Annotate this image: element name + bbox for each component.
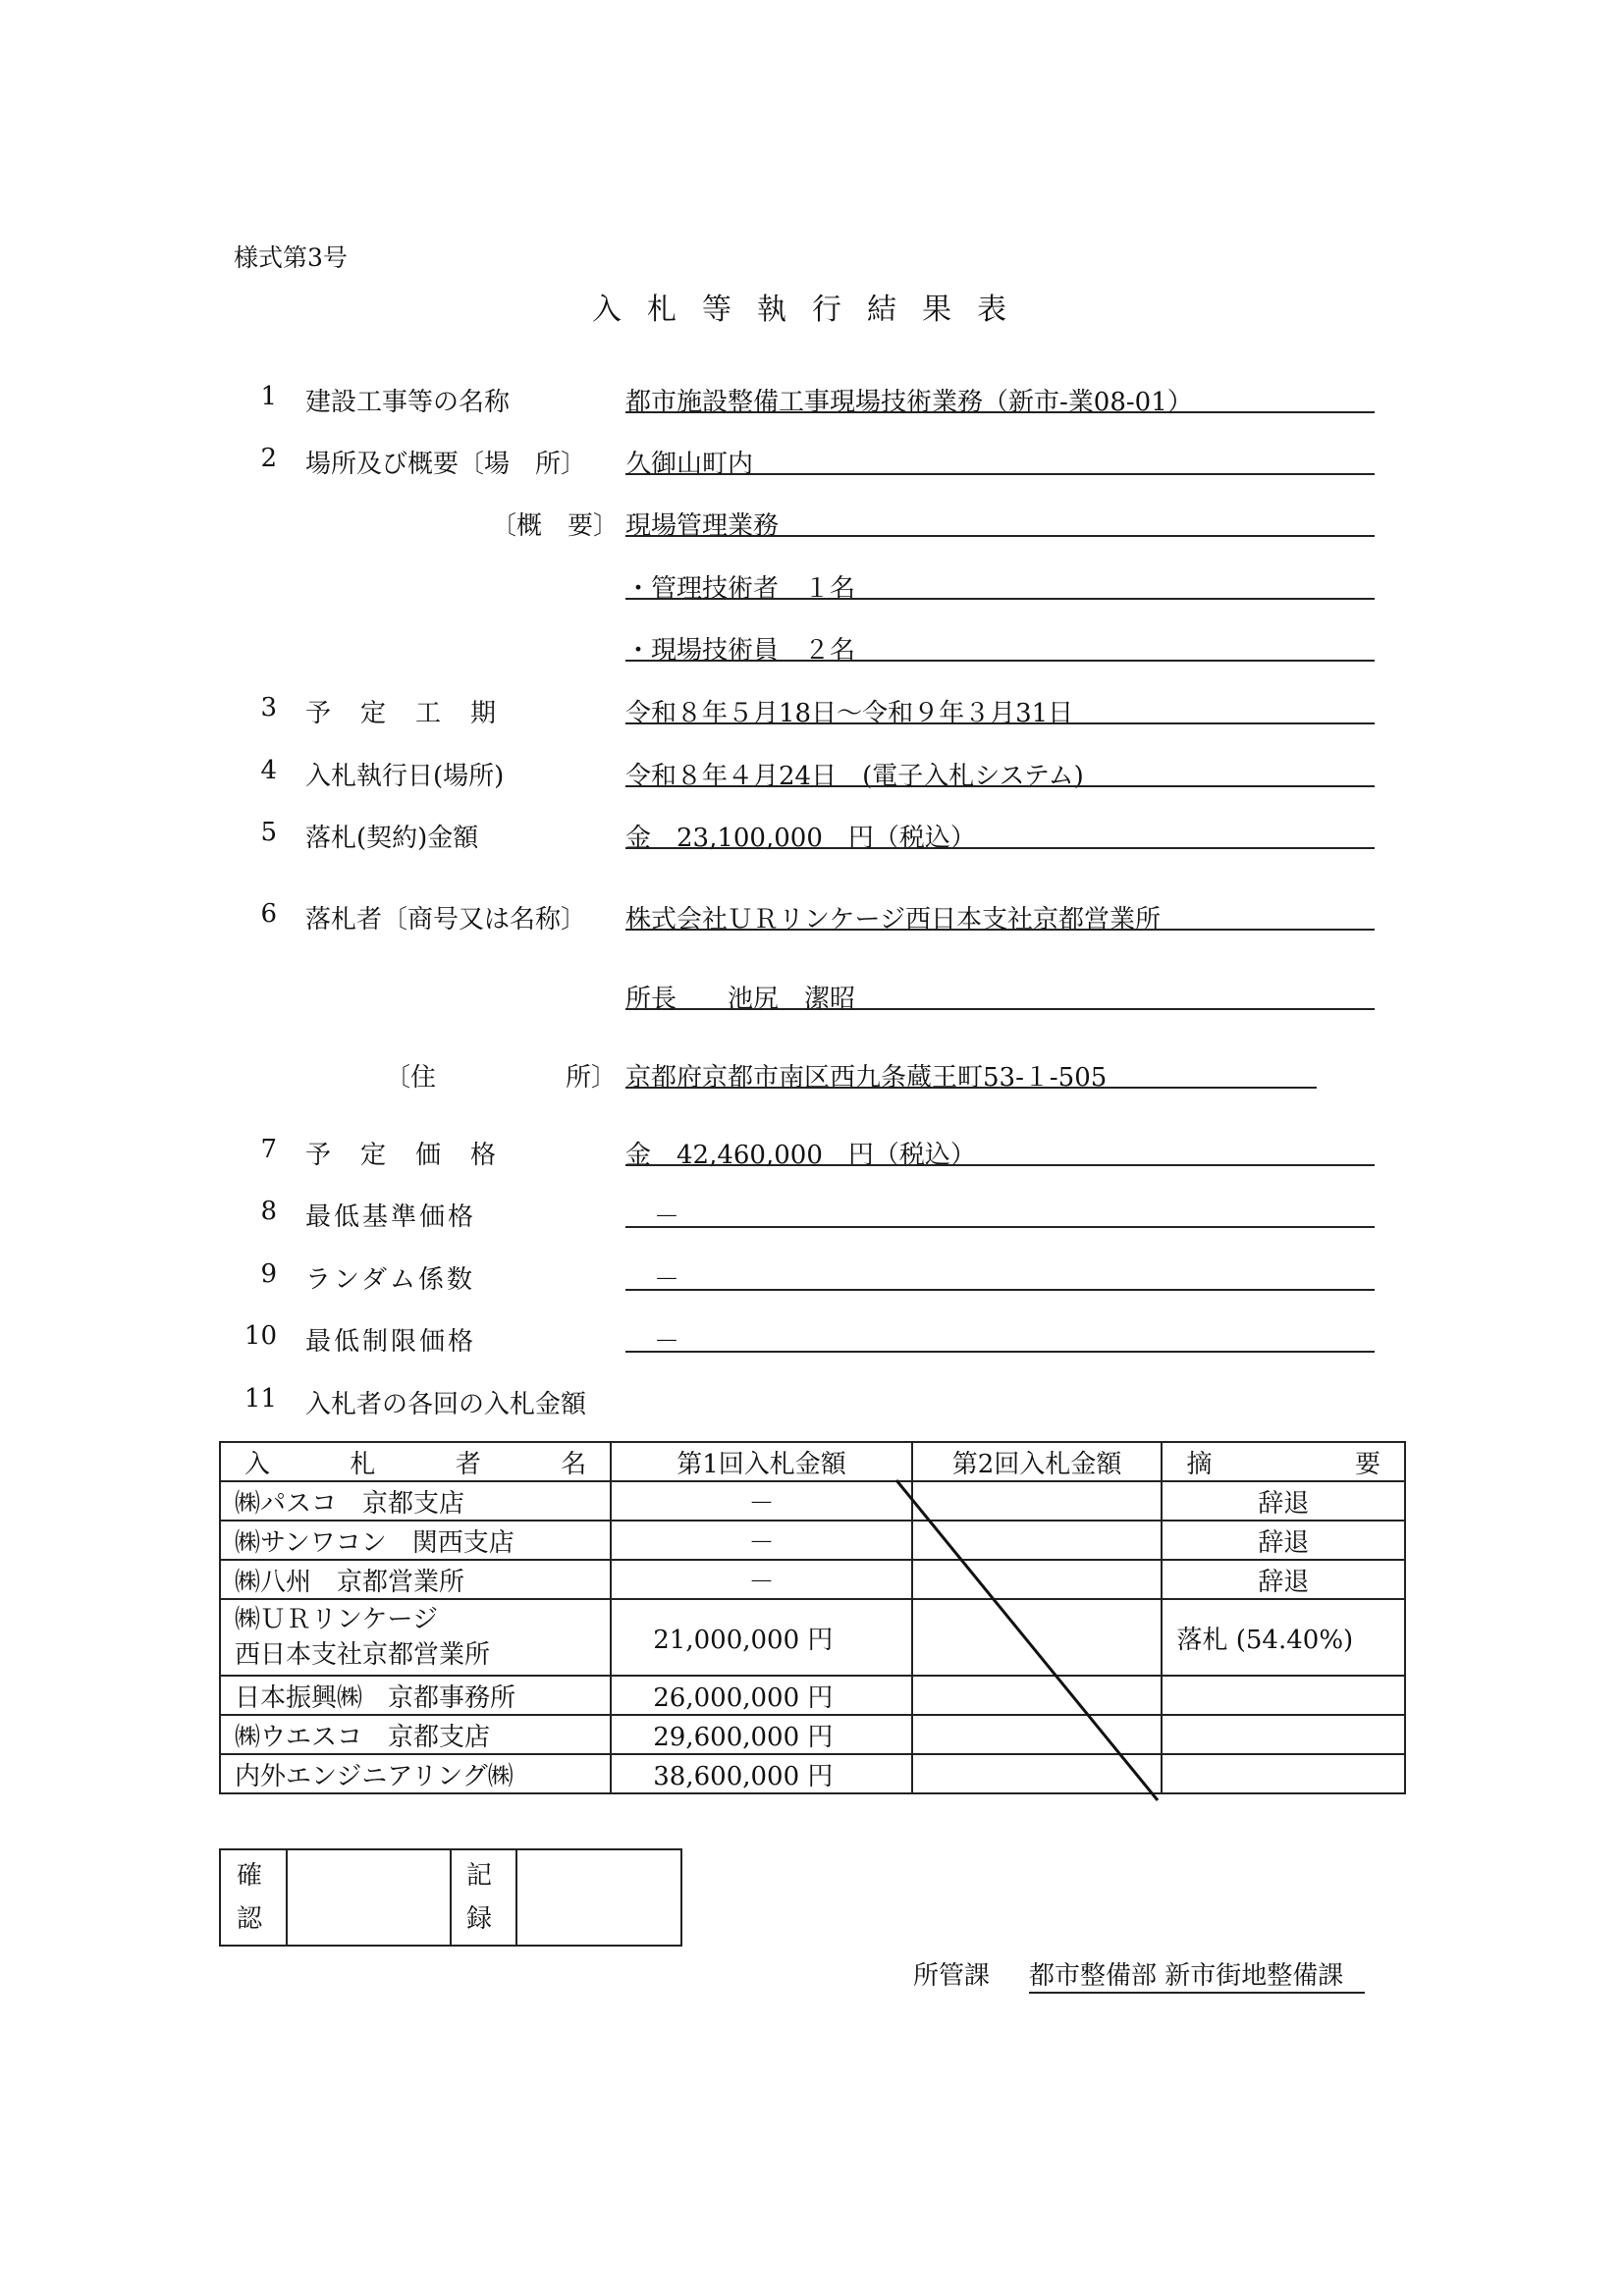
round-2-amount (912, 1521, 1163, 1560)
item-7-number: 7 (260, 1135, 277, 1164)
header-note-char: 摘 (1186, 1449, 1213, 1479)
item-2-sub-label: 〔概 要〕 (491, 511, 620, 541)
round-2-amount (912, 1754, 1163, 1793)
confirm-label (237, 1854, 262, 1941)
bid-note (1162, 1676, 1405, 1715)
document-title: 入札等執行結果表 (592, 293, 1032, 327)
item-1-value: 都市施設整備工事現場技術業務（新市-業08-01） (625, 388, 1193, 417)
item-8-number: 8 (260, 1197, 277, 1226)
header-name-char: 者 (455, 1449, 481, 1479)
bid-note (1162, 1754, 1405, 1793)
bidder-name: ㈱八州 京都営業所 (220, 1560, 611, 1599)
round-2-amount (912, 1676, 1163, 1715)
item-2-sub-value: 現場管理業務 (625, 511, 780, 541)
department-label: 所管課 (913, 1961, 991, 1991)
bidder-name-line-1: ㈱ＵＲリンケージ (235, 1605, 438, 1634)
bidder-name: ㈱ウエスコ 京都支店 (220, 1715, 611, 1754)
item-2-label: 場所及び概要〔場 所〕 (305, 450, 587, 479)
item-1-number: 1 (260, 382, 277, 411)
bidder-name: 日本振興㈱ 京都事務所 (220, 1676, 611, 1715)
round-1-amount: － (611, 1521, 911, 1560)
table-row (220, 1676, 1405, 1715)
item-6-address-label-open: 〔住 (385, 1063, 437, 1093)
item-6-representative: 所長 池尻 潔昭 (625, 985, 856, 1014)
table-row (220, 1560, 1405, 1599)
item-2-number: 2 (260, 444, 277, 473)
item-9-label: ランダム係数 (305, 1265, 475, 1295)
record-divider (515, 1850, 517, 1945)
item-6-value: 株式会社ＵＲリンケージ西日本支社京都営業所 (625, 905, 1161, 934)
item-4-label: 入札執行日(場所) (305, 762, 505, 791)
header-name-char: 札 (350, 1449, 376, 1479)
item-10-underline (625, 1351, 1375, 1353)
item-6-address-underline (625, 1087, 1317, 1089)
round-2-amount (912, 1481, 1163, 1521)
table-row (220, 1481, 1405, 1521)
bidder-name (220, 1599, 611, 1676)
bid-note: 辞退 (1162, 1481, 1405, 1521)
record-label (466, 1854, 492, 1941)
item-3-label: 予 定 工 期 (305, 699, 499, 728)
item-8-underline (625, 1226, 1375, 1228)
round-1-amount: 26,000,000 円 (611, 1676, 911, 1715)
item-2-line-2-underline (625, 660, 1375, 662)
item-11-label: 入札者の各回の入札金額 (305, 1390, 587, 1419)
round-1-amount: － (611, 1560, 911, 1599)
item-7-value: 金 42,460,000 円（税込） (625, 1141, 976, 1170)
item-5-value: 金 23,100,000 円（税込） (625, 824, 976, 853)
round-2-amount (912, 1560, 1163, 1599)
item-6-label: 落札者〔商号又は名称〕 (305, 905, 587, 934)
round-1-amount: 21,000,000 円 (611, 1599, 911, 1676)
header-bidder-name (220, 1442, 611, 1481)
round-2-amount (912, 1715, 1163, 1754)
item-10-number: 10 (244, 1321, 277, 1351)
bidder-name: 内外エンジニアリング㈱ (220, 1754, 611, 1793)
item-10-label: 最低制限価格 (305, 1327, 477, 1357)
item-3-number: 3 (260, 693, 277, 722)
item-5-number: 5 (260, 818, 277, 847)
item-3-value: 令和８年５月18日～令和９年３月31日 (625, 699, 1074, 728)
item-11-number: 11 (244, 1384, 277, 1414)
bid-results-table (219, 1441, 1406, 1794)
item-7-label: 予 定 価 格 (305, 1141, 499, 1170)
header-name-char: 入 (244, 1449, 271, 1479)
item-4-underline (625, 785, 1375, 787)
item-6-rep-underline (625, 1008, 1375, 1010)
department-value: 都市整備部 新市街地整備課 (1029, 1955, 1365, 1994)
item-3-underline (625, 722, 1375, 724)
header-note-char: 要 (1354, 1449, 1380, 1479)
confirmation-box (219, 1848, 682, 1947)
item-6-address: 京都府京都市南区西九条蔵王町53-１-505 (625, 1063, 1108, 1093)
confirm-char-2: 認 (237, 1904, 263, 1934)
item-2-underline (625, 473, 1375, 475)
item-5-underline (625, 847, 1375, 849)
header-round-1: 第1回入札金額 (611, 1442, 911, 1481)
bidder-name: ㈱サンワコン 関西支店 (220, 1521, 611, 1560)
item-5-label: 落札(契約)金額 (305, 824, 479, 853)
item-9-underline (625, 1289, 1375, 1291)
table-row (220, 1521, 1405, 1560)
item-2-sub-underline (625, 535, 1375, 537)
bid-note: 辞退 (1162, 1560, 1405, 1599)
item-2-line-2: ・現場技術員 ２名 (625, 636, 856, 666)
item-6-underline (625, 929, 1375, 931)
table-header-row (220, 1442, 1405, 1481)
confirm-divider (450, 1850, 452, 1945)
bid-note: 落札 (54.40%) (1162, 1599, 1405, 1676)
bid-note: 辞退 (1162, 1521, 1405, 1560)
table-row (220, 1754, 1405, 1793)
record-char-1: 記 (466, 1861, 493, 1891)
item-9-value: － (654, 1265, 680, 1295)
item-2-value: 久御山町内 (625, 450, 754, 479)
item-10-value: － (654, 1327, 680, 1357)
header-round-2: 第2回入札金額 (912, 1442, 1163, 1481)
record-char-2: 録 (466, 1904, 493, 1934)
item-2-line-1: ・管理技術者 １名 (625, 574, 856, 604)
item-8-value: － (654, 1202, 680, 1232)
round-1-amount: － (611, 1481, 911, 1521)
confirm-divider (286, 1850, 288, 1945)
header-note (1162, 1442, 1405, 1481)
confirm-char-1: 確 (237, 1861, 263, 1891)
item-1-underline (625, 411, 1375, 413)
item-1-label: 建設工事等の名称 (305, 388, 511, 417)
round-1-amount: 29,600,000 円 (611, 1715, 911, 1754)
header-name-char: 名 (561, 1449, 587, 1479)
item-2-line-1-underline (625, 598, 1375, 600)
table-row (220, 1599, 1405, 1676)
item-4-value: 令和８年４月24日 (電子入札システム) (625, 762, 1084, 791)
item-6-number: 6 (260, 899, 277, 929)
bidder-name-line-2: 西日本支社京都営業所 (235, 1640, 491, 1670)
round-1-amount: 38,600,000 円 (611, 1754, 911, 1793)
form-number: 様式第3号 (234, 243, 348, 272)
item-4-number: 4 (260, 756, 277, 785)
item-9-number: 9 (260, 1259, 277, 1289)
item-7-underline (625, 1164, 1375, 1166)
item-6-address-label-close: 所〕 (566, 1063, 618, 1093)
round-2-amount (912, 1599, 1163, 1676)
table-row (220, 1715, 1405, 1754)
bidder-name: ㈱パスコ 京都支店 (220, 1481, 611, 1521)
bid-note (1162, 1715, 1405, 1754)
item-8-label: 最低基準価格 (305, 1202, 477, 1232)
